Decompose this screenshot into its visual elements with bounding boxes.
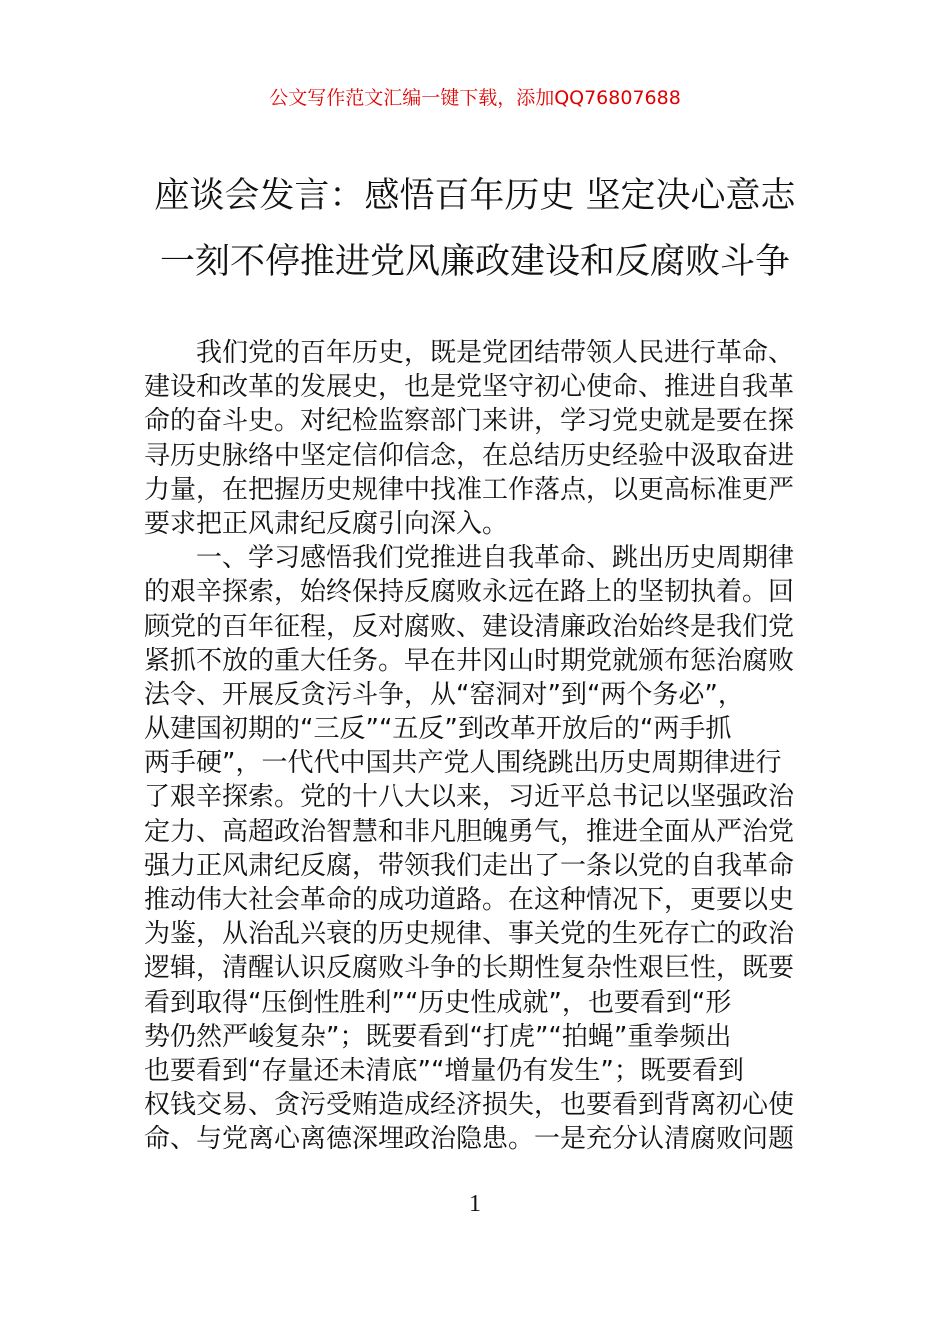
page-number: 1 — [469, 1191, 481, 1217]
paragraph-line: 两手硬”，一代代中国共产党人围绕跳出历史周期律进行 — [144, 748, 782, 779]
paragraph-line: 强力正风肃纪反腐，带领我们走出了一条以党的自我革命 — [144, 850, 795, 881]
paragraph-line: 推动伟大社会革命的成功道路。在这种情况下，更要以史 — [144, 885, 795, 915]
paragraph-line: 一、学习感悟我们党推进自我革命、跳出历史周期律 — [196, 543, 795, 574]
paragraph-line: 顾党的百年征程，反对腐败、建设清廉政治始终是我们党 — [144, 611, 795, 642]
paragraph-line: 力量，在把握历史规律中找准工作落点，以更高标准更严 — [144, 474, 795, 505]
paragraph-line: 法令、开展反贪污斗争，从“窑洞对”到“两个务必”， — [144, 679, 744, 710]
paragraph-line: 势仍然严峻复杂”；既要看到“打虎”“拍蝇”重拳频出 — [144, 1021, 732, 1052]
paragraph-line: 权钱交易、贪污受贿造成经济损失，也要看到背离初心使 — [144, 1090, 795, 1121]
paragraph-line: 也要看到“存量还未清底”“增量仍有发生”；既要看到 — [144, 1055, 744, 1086]
paragraph-line: 我们党的百年历史，既是党团结带领人民进行革命、 — [196, 338, 795, 368]
paragraph-line: 命的奋斗史。对纪检监察部门来讲，学习党史就是要在探 — [144, 406, 795, 437]
document-title-line-2: 一刻不停推进党风廉政建设和反腐败斗争 — [159, 242, 790, 282]
paragraph-line: 寻历史脉络中坚定信仰信念，在总结历史经验中汲取奋进 — [144, 440, 795, 471]
paragraph-line: 要求把正风肃纪反腐引向深入。 — [144, 508, 509, 539]
paragraph-line: 看到取得“压倒性胜利”“历史性成就”，也要看到“形 — [144, 987, 732, 1018]
document-title-line-1: 座谈会发言：感悟百年历史 坚定决心意志 — [154, 176, 796, 216]
paragraph-line: 为鉴，从治乱兴衰的历史规律、事关党的生死存亡的政治 — [144, 919, 795, 950]
paragraph-line: 逻辑，清醒认识反腐败斗争的长期性复杂性艰巨性，既要 — [144, 953, 795, 984]
document-body — [144, 336, 806, 1157]
promo-header: 公文写作范文汇编一键下载，添加QQ76807688 — [269, 87, 681, 109]
paragraph-line: 了艰辛探索。党的十八大以来，习近平总书记以坚强政治 — [144, 782, 795, 813]
paragraph-line: 建设和改革的发展史，也是党坚守初心使命、推进自我革 — [144, 372, 795, 403]
paragraph-line: 紧抓不放的重大任务。早在井冈山时期党就颁布惩治腐败 — [144, 645, 795, 676]
paragraph-line: 的艰辛探索，始终保持反腐败永远在路上的坚韧执着。回 — [144, 577, 795, 608]
paragraph-line: 从建国初期的“三反”“五反”到改革开放后的“两手抓 — [144, 714, 732, 745]
paragraph-line: 命、与党离心离德深埋政治隐患。一是充分认清腐败问题 — [144, 1124, 795, 1155]
paragraph-line: 定力、高超政治智慧和非凡胆魄勇气，推进全面从严治党 — [144, 816, 795, 847]
